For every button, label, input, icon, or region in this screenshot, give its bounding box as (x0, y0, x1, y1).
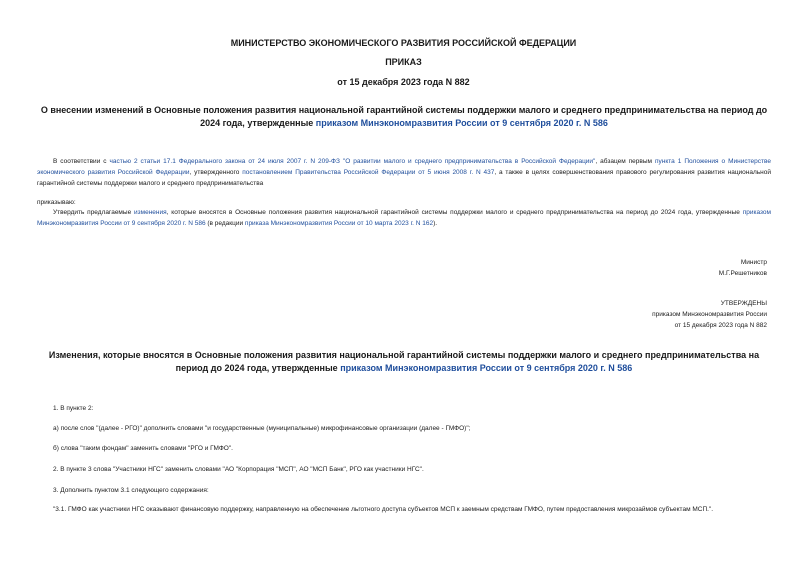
approved-line-2: приказом Минэкономразвития России (652, 311, 767, 318)
approved-block (652, 298, 767, 331)
doc-type-heading: ПРИКАЗ (385, 57, 422, 67)
list-item: б) слова "таким фондам" заменить словами "РГО и ГМФО". (53, 445, 233, 452)
approve-paragraph (37, 207, 771, 229)
list-item: 1. В пункте 2: (53, 405, 94, 412)
list-item (37, 504, 771, 515)
document-title (40, 104, 768, 130)
preamble-text-3: , утвержденного (189, 169, 243, 176)
list-item: а) после слов "(далее - РГО)" дополнить словами "и государственные (муниципальные) микрофинансовые организации (далее - ГМФО)"; (53, 425, 471, 432)
approve-text-2: , которые вносятся в Основные положения развития национальной гарантийной системы поддержки малого и среднего предпринимательства на период до 2024 года, утвержденные (166, 209, 743, 216)
list-item: 3. Дополнить пунктом 3.1 следующего содержания: (53, 487, 209, 494)
preamble-link-decree[interactable]: постановлением Правительства Российской Федерации от 5 июня 2008 г. N 437 (242, 169, 495, 176)
title-link[interactable]: приказом Минэкономразвития России от 9 сентября 2020 г. N 586 (315, 118, 608, 128)
changes-title-link[interactable]: приказом Минэкономразвития России от 9 сентября 2020 г. N 586 (340, 363, 633, 373)
approve-text-4: ). (433, 220, 438, 227)
list-item: 2. В пункте 3 слова "Участники НГС" заменить словами "АО "Корпорация "МСП", АО "МСП Банк", РГО как участники НГС". (53, 466, 424, 473)
approved-line-3: от 15 декабря 2023 года N 882 (674, 322, 767, 329)
changes-title-text: Изменения, которые вносятся в Основные положения развития национальной гарантийной системы поддержки малого и среднего предпринимательства на период до 2024 года, утвержденные (48, 350, 760, 373)
preamble-paragraph (37, 156, 771, 189)
approve-link-order-586[interactable]: приказом Минэкономразвития России от 9 сентября 2020 г. N 586 (37, 209, 771, 227)
approve-text-3: (в редакции (205, 220, 245, 227)
approve-link-changes[interactable]: изменения (134, 209, 167, 216)
list-item-text: "3.1. ГМФО как участники НГС оказывают финансовую поддержку, направленную на обеспечение льготного доступа субъектов МСП к заемным средствам ГМФО, путем предоставления микрозаймов субъектам МСП.". (53, 506, 714, 513)
signature-position: Министр (740, 259, 767, 266)
signature-name: М.Г.Решетников (718, 270, 767, 277)
approved-line-1: УТВЕРЖДЕНЫ (720, 300, 767, 307)
preamble-text-4: , а также в целях совершенствования правового регулирования развития национальной гарантийной системы поддержки малого и среднего предпринимательства (37, 169, 772, 187)
preamble-text-2: , абзацем первым (595, 158, 655, 165)
preamble-link-regulation[interactable]: пункта 1 Положения о Министерстве экономического развития Российской Федерации (37, 158, 772, 176)
preamble-link-law[interactable]: частью 2 статьи 17.1 Федерального закона от 24 июля 2007 г. N 209-ФЗ "О развитии малого и среднего предпринимательства в Российской Федерации" (109, 158, 596, 165)
preamble-text-1: В соответствии с (53, 158, 110, 165)
title-text: О внесении изменений в Основные положения развития национальной гарантийной системы поддержки малого и среднего предпринимательства на период до 2024 года, утвержденные (40, 105, 768, 128)
changes-title (37, 349, 771, 375)
signature-block (719, 257, 767, 279)
approve-text-1: Утвердить предлагаемые (53, 209, 135, 216)
ministry-heading: МИНИСТЕРСТВО ЭКОНОМИЧЕСКОГО РАЗВИТИЯ РОССИЙСКОЙ ФЕДЕРАЦИИ (230, 38, 577, 48)
date-number-heading: от 15 декабря 2023 года N 882 (337, 77, 470, 87)
approve-link-order-162[interactable]: приказа Минэкономразвития России от 10 марта 2023 г. N 162 (244, 220, 434, 227)
order-word: приказываю: (37, 199, 76, 206)
